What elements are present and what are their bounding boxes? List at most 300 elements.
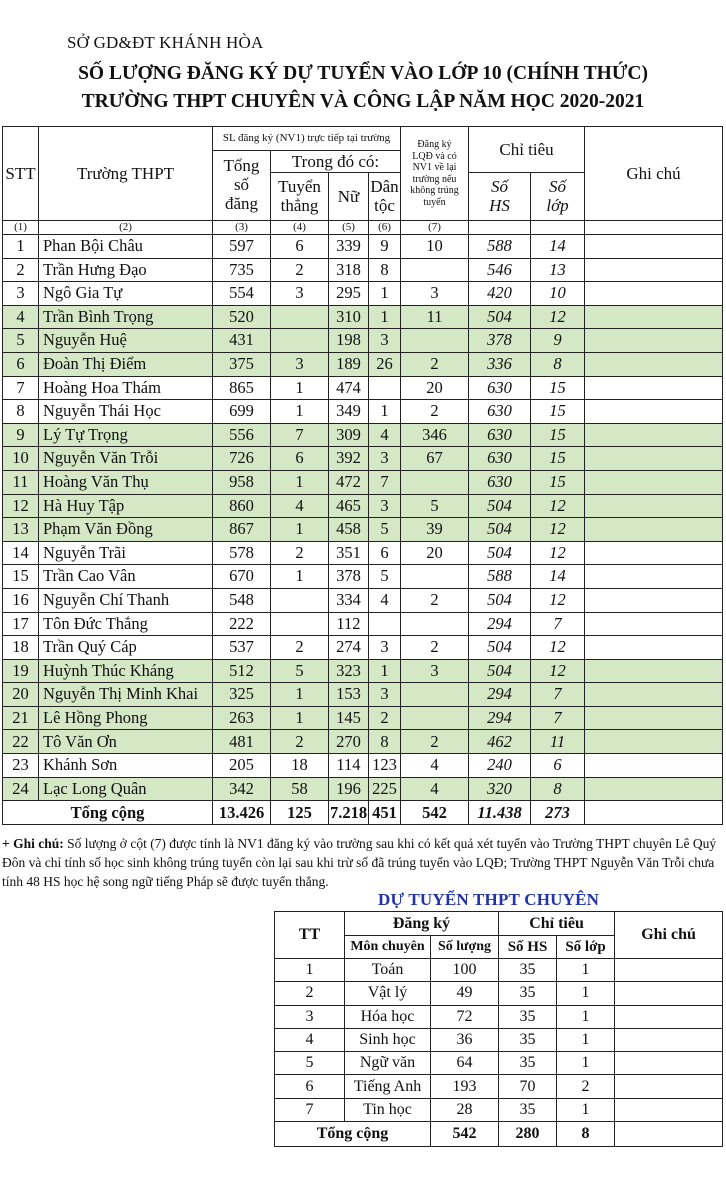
row-stt: 17	[3, 612, 39, 636]
sub-table-row	[275, 982, 723, 1005]
row-quota-hs: 420	[469, 282, 531, 306]
row-quota-classes: 12	[531, 494, 585, 518]
row-lqd	[401, 329, 469, 353]
row-direct	[271, 588, 329, 612]
row-direct: 2	[271, 541, 329, 565]
row-quota-classes: 12	[531, 636, 585, 660]
row-female: 198	[329, 329, 369, 353]
sub-row-tt: 4	[275, 1028, 345, 1051]
row-school: Trần Quý Cáp	[39, 636, 213, 660]
header-quota-hs-line: HS	[489, 195, 510, 215]
row-female: 465	[329, 494, 369, 518]
department-name: SỞ GD&ĐT KHÁNH HÒA	[67, 33, 264, 52]
row-total: 578	[213, 541, 271, 565]
row-ethnic: 8	[369, 258, 401, 282]
row-quota-classes: 11	[531, 730, 585, 754]
row-quota-hs: 294	[469, 706, 531, 730]
sub-total-row	[275, 1122, 723, 1147]
row-quota-classes: 15	[531, 470, 585, 494]
row-quota-hs: 630	[469, 447, 531, 471]
row-stt: 5	[3, 329, 39, 353]
sub-row-subject: Vật lý	[345, 982, 431, 1005]
sub-row-note	[615, 1052, 723, 1075]
sub-row-subject: Ngữ văn	[345, 1052, 431, 1075]
row-direct: 7	[271, 423, 329, 447]
row-total: 554	[213, 282, 271, 306]
row-total: 537	[213, 636, 271, 660]
row-note	[585, 376, 723, 400]
row-total: 520	[213, 305, 271, 329]
row-note	[585, 730, 723, 754]
row-stt: 20	[3, 683, 39, 707]
row-note	[585, 494, 723, 518]
sub-total-classes: 8	[557, 1122, 615, 1147]
row-quota-hs: 630	[469, 423, 531, 447]
row-note	[585, 352, 723, 376]
row-quota-hs: 588	[469, 565, 531, 589]
row-direct: 3	[271, 352, 329, 376]
row-direct: 58	[271, 777, 329, 801]
row-lqd	[401, 683, 469, 707]
header-lqd-line: trường nếu	[412, 173, 457, 185]
row-stt: 7	[3, 376, 39, 400]
row-quota-hs: 240	[469, 754, 531, 778]
row-female: 392	[329, 447, 369, 471]
specialized-table	[274, 911, 723, 1147]
sub-row-count: 49	[431, 982, 499, 1005]
table-row	[3, 423, 723, 447]
row-female: 310	[329, 305, 369, 329]
sub-row-note	[615, 982, 723, 1005]
row-quota-hs: 630	[469, 376, 531, 400]
row-quota-hs: 504	[469, 305, 531, 329]
row-quota-hs: 630	[469, 400, 531, 424]
header-quota-hs	[469, 173, 531, 221]
header-lqd	[401, 127, 469, 221]
row-note	[585, 659, 723, 683]
sub-row-hs: 35	[499, 1098, 557, 1121]
row-school: Nguyễn Huệ	[39, 329, 213, 353]
column-index: (5)	[329, 221, 369, 235]
row-quota-classes: 8	[531, 777, 585, 801]
sub-row-count: 64	[431, 1052, 499, 1075]
sub-row-tt: 3	[275, 1005, 345, 1028]
row-female: 112	[329, 612, 369, 636]
sub-row-hs: 35	[499, 1028, 557, 1051]
table-row	[3, 470, 723, 494]
row-note	[585, 541, 723, 565]
row-note	[585, 470, 723, 494]
row-direct: 1	[271, 565, 329, 589]
row-direct: 5	[271, 659, 329, 683]
row-note	[585, 305, 723, 329]
row-female: 270	[329, 730, 369, 754]
row-stt: 19	[3, 659, 39, 683]
row-ethnic	[369, 612, 401, 636]
sub-row-note	[615, 1075, 723, 1098]
row-school: Lê Hồng Phong	[39, 706, 213, 730]
footnote-text: Số lượng ở cột (7) được tính là NV1 đăng ký vào trường sau khi có kết quả xét tuyển vào Trường THPT chuyên Lê Quý Đôn và chỉ tính số học sinh không trúng tuyển còn lại sau khi trừ số đã trúng tuyển vào LQĐ; Trường THPT Nguyễn Văn Trỗi chưa tính 48 HS học hệ song ngữ tiếng Pháp sẽ được tuyển thẳng.	[2, 836, 717, 889]
row-lqd	[401, 565, 469, 589]
row-stt: 22	[3, 730, 39, 754]
row-quota-hs: 504	[469, 541, 531, 565]
row-quota-classes: 15	[531, 423, 585, 447]
row-lqd	[401, 706, 469, 730]
header-note: Ghi chú	[585, 127, 723, 221]
row-quota-classes: 12	[531, 659, 585, 683]
row-quota-classes: 9	[531, 329, 585, 353]
row-total: 512	[213, 659, 271, 683]
row-quota-classes: 15	[531, 400, 585, 424]
row-female: 145	[329, 706, 369, 730]
row-school: Tôn Đức Thắng	[39, 612, 213, 636]
table-row	[3, 494, 723, 518]
sub-row-tt: 7	[275, 1098, 345, 1121]
row-school: Khánh Sơn	[39, 754, 213, 778]
row-female: 274	[329, 636, 369, 660]
row-direct: 18	[271, 754, 329, 778]
row-total: 342	[213, 777, 271, 801]
row-female: 349	[329, 400, 369, 424]
header-lqd-line: tuyển	[423, 196, 446, 208]
row-school: Nguyễn Thái Học	[39, 400, 213, 424]
sub-table-row	[275, 1028, 723, 1051]
row-female: 458	[329, 518, 369, 542]
row-direct: 3	[271, 282, 329, 306]
row-ethnic: 2	[369, 706, 401, 730]
sub-header-classes: Số lớp	[557, 936, 615, 959]
row-ethnic: 123	[369, 754, 401, 778]
row-female: 339	[329, 235, 369, 259]
row-quota-hs: 320	[469, 777, 531, 801]
sub-total-note	[615, 1122, 723, 1147]
row-female: 295	[329, 282, 369, 306]
table-row	[3, 305, 723, 329]
total-note	[585, 801, 723, 825]
row-direct: 2	[271, 730, 329, 754]
total-ethnic: 451	[369, 801, 401, 825]
row-total: 375	[213, 352, 271, 376]
row-total: 263	[213, 706, 271, 730]
row-stt: 13	[3, 518, 39, 542]
column-index: (2)	[39, 221, 213, 235]
row-ethnic: 1	[369, 282, 401, 306]
sub-row-subject: Tin học	[345, 1098, 431, 1121]
row-lqd: 3	[401, 659, 469, 683]
row-total: 548	[213, 588, 271, 612]
row-school: Nguyễn Trãi	[39, 541, 213, 565]
column-index: (4)	[271, 221, 329, 235]
row-quota-classes: 12	[531, 588, 585, 612]
row-quota-hs: 504	[469, 588, 531, 612]
row-total: 699	[213, 400, 271, 424]
row-note	[585, 282, 723, 306]
row-note	[585, 706, 723, 730]
row-school: Phan Bội Châu	[39, 235, 213, 259]
row-lqd: 2	[401, 400, 469, 424]
sub-row-subject: Toán	[345, 959, 431, 982]
sub-total-count: 542	[431, 1122, 499, 1147]
row-female: 153	[329, 683, 369, 707]
row-female: 309	[329, 423, 369, 447]
sub-row-count: 72	[431, 1005, 499, 1028]
header-lqd-line: không trúng	[410, 185, 459, 196]
row-school: Tô Văn Ơn	[39, 730, 213, 754]
sub-row-hs: 35	[499, 959, 557, 982]
row-lqd: 2	[401, 352, 469, 376]
row-school: Ngô Gia Tự	[39, 282, 213, 306]
row-ethnic: 8	[369, 730, 401, 754]
row-female: 318	[329, 258, 369, 282]
column-index: (3)	[213, 221, 271, 235]
row-note	[585, 565, 723, 589]
row-school: Hoàng Hoa Thám	[39, 376, 213, 400]
row-stt: 15	[3, 565, 39, 589]
row-stt: 10	[3, 447, 39, 471]
table-row	[3, 541, 723, 565]
total-quota-classes: 273	[531, 801, 585, 825]
column-index: (7)	[401, 221, 469, 235]
row-direct: 1	[271, 400, 329, 424]
row-direct	[271, 612, 329, 636]
row-female: 472	[329, 470, 369, 494]
row-ethnic: 4	[369, 588, 401, 612]
row-ethnic: 9	[369, 235, 401, 259]
total-row	[3, 801, 723, 825]
row-ethnic: 26	[369, 352, 401, 376]
row-female: 196	[329, 777, 369, 801]
total-quota-hs: 11.438	[469, 801, 531, 825]
table-row	[3, 612, 723, 636]
row-total: 222	[213, 612, 271, 636]
row-direct: 1	[271, 518, 329, 542]
row-ethnic: 7	[369, 470, 401, 494]
row-school: Trần Hưng Đạo	[39, 258, 213, 282]
table-row	[3, 518, 723, 542]
header-ethnic-line: Dân	[370, 176, 399, 196]
row-direct: 4	[271, 494, 329, 518]
row-female: 114	[329, 754, 369, 778]
row-stt: 14	[3, 541, 39, 565]
row-female: 189	[329, 352, 369, 376]
header-quota-classes	[531, 173, 585, 221]
header-quota-classes-line: Số	[549, 176, 567, 196]
header-stt: STT	[3, 127, 39, 221]
row-lqd: 10	[401, 235, 469, 259]
row-school: Huỳnh Thúc Kháng	[39, 659, 213, 683]
header-direct	[271, 173, 329, 221]
row-stt: 1	[3, 235, 39, 259]
row-quota-classes: 14	[531, 235, 585, 259]
total-direct: 125	[271, 801, 329, 825]
page-subtitle: TRƯỜNG THPT CHUYÊN VÀ CÔNG LẬP NĂM HỌC 2020-2021	[81, 91, 645, 112]
sub-row-hs: 35	[499, 1052, 557, 1075]
row-total: 325	[213, 683, 271, 707]
row-direct: 6	[271, 235, 329, 259]
row-stt: 16	[3, 588, 39, 612]
row-quota-hs: 504	[469, 494, 531, 518]
row-quota-classes: 10	[531, 282, 585, 306]
row-ethnic: 225	[369, 777, 401, 801]
sub-row-classes: 1	[557, 1028, 615, 1051]
row-lqd: 20	[401, 376, 469, 400]
row-direct: 6	[271, 447, 329, 471]
sub-table-row	[275, 1098, 723, 1121]
table-row	[3, 282, 723, 306]
sub-row-classes: 1	[557, 1052, 615, 1075]
header-school: Trường THPT	[39, 127, 213, 221]
row-school: Đoàn Thị Điểm	[39, 352, 213, 376]
row-stt: 21	[3, 706, 39, 730]
row-lqd: 2	[401, 588, 469, 612]
sub-table-row	[275, 959, 723, 982]
sub-row-hs: 35	[499, 1005, 557, 1028]
row-school: Trần Bình Trọng	[39, 305, 213, 329]
row-quota-hs: 546	[469, 258, 531, 282]
row-stt: 18	[3, 636, 39, 660]
header-direct-line: thẳng	[280, 195, 319, 215]
table-row	[3, 706, 723, 730]
row-total: 726	[213, 447, 271, 471]
row-note	[585, 235, 723, 259]
row-school: Lý Tự Trọng	[39, 423, 213, 447]
row-ethnic: 3	[369, 447, 401, 471]
sub-row-count: 28	[431, 1098, 499, 1121]
header-total-line: số	[233, 175, 250, 195]
row-lqd: 4	[401, 754, 469, 778]
row-note	[585, 258, 723, 282]
header-registration-group: SL đăng ký (NV1) trực tiếp tại trường	[213, 127, 401, 151]
sub-table-row	[275, 1052, 723, 1075]
row-ethnic: 4	[369, 423, 401, 447]
row-stt: 3	[3, 282, 39, 306]
row-quota-classes: 15	[531, 447, 585, 471]
row-stt: 11	[3, 470, 39, 494]
row-school: Hà Huy Tập	[39, 494, 213, 518]
row-quota-classes: 7	[531, 683, 585, 707]
row-total: 958	[213, 470, 271, 494]
row-lqd	[401, 612, 469, 636]
row-school: Nguyễn Thị Minh Khai	[39, 683, 213, 707]
row-lqd: 11	[401, 305, 469, 329]
row-school: Nguyễn Chí Thanh	[39, 588, 213, 612]
header-female: Nữ	[329, 173, 369, 221]
row-note	[585, 447, 723, 471]
sub-row-hs: 70	[499, 1075, 557, 1098]
sub-header-hs: Số HS	[499, 936, 557, 959]
row-lqd	[401, 470, 469, 494]
footnote-label: + Ghi chú:	[2, 836, 64, 851]
row-quota-classes: 13	[531, 258, 585, 282]
row-direct: 2	[271, 636, 329, 660]
row-ethnic: 5	[369, 565, 401, 589]
header-lqd-line: Đăng ký	[417, 139, 452, 150]
row-lqd: 346	[401, 423, 469, 447]
table-row	[3, 352, 723, 376]
sub-total-hs: 280	[499, 1122, 557, 1147]
row-note	[585, 329, 723, 353]
registration-table	[2, 126, 723, 825]
sub-header-quota: Chỉ tiêu	[499, 912, 615, 936]
row-quota-hs: 504	[469, 518, 531, 542]
sub-row-count: 36	[431, 1028, 499, 1051]
column-index-row	[3, 221, 723, 235]
row-lqd: 5	[401, 494, 469, 518]
row-direct	[271, 329, 329, 353]
row-school: Phạm Văn Đồng	[39, 518, 213, 542]
row-lqd: 3	[401, 282, 469, 306]
row-quota-hs: 294	[469, 612, 531, 636]
row-quota-classes: 12	[531, 518, 585, 542]
sub-row-classes: 1	[557, 982, 615, 1005]
row-note	[585, 400, 723, 424]
row-school: Lạc Long Quân	[39, 777, 213, 801]
sub-row-tt: 5	[275, 1052, 345, 1075]
row-quota-hs: 294	[469, 683, 531, 707]
sub-row-subject: Sinh học	[345, 1028, 431, 1051]
total-registered: 13.426	[213, 801, 271, 825]
sub-row-classes: 1	[557, 1098, 615, 1121]
row-ethnic: 3	[369, 329, 401, 353]
header-total-line: Tổng	[223, 156, 260, 176]
row-school: Nguyễn Văn Trỗi	[39, 447, 213, 471]
sub-row-tt: 2	[275, 982, 345, 1005]
row-total: 735	[213, 258, 271, 282]
row-quota-classes: 12	[531, 541, 585, 565]
row-ethnic: 1	[369, 305, 401, 329]
table-row	[3, 235, 723, 259]
sub-row-classes: 2	[557, 1075, 615, 1098]
sub-table-row	[275, 1075, 723, 1098]
row-quota-hs: 504	[469, 659, 531, 683]
row-quota-classes: 14	[531, 565, 585, 589]
row-quota-hs: 630	[469, 470, 531, 494]
table-row	[3, 376, 723, 400]
column-index: (6)	[369, 221, 401, 235]
row-direct: 1	[271, 683, 329, 707]
total-lqd: 542	[401, 801, 469, 825]
row-quota-hs: 378	[469, 329, 531, 353]
table-row	[3, 565, 723, 589]
sub-row-tt: 1	[275, 959, 345, 982]
row-quota-classes: 7	[531, 612, 585, 636]
header-ethnic-line: tộc	[374, 195, 395, 215]
row-lqd: 2	[401, 730, 469, 754]
row-ethnic	[369, 376, 401, 400]
row-ethnic: 5	[369, 518, 401, 542]
row-stt: 8	[3, 400, 39, 424]
row-note	[585, 754, 723, 778]
table-row	[3, 588, 723, 612]
sub-row-classes: 1	[557, 1005, 615, 1028]
row-female: 351	[329, 541, 369, 565]
row-school: Hoàng Văn Thụ	[39, 470, 213, 494]
sub-header-note: Ghi chú	[615, 912, 723, 959]
header-within: Trong đó có:	[271, 151, 401, 173]
column-index	[531, 221, 585, 235]
row-quota-classes: 12	[531, 305, 585, 329]
header-lqd-line: LQĐ và có	[412, 150, 457, 162]
row-total: 205	[213, 754, 271, 778]
sub-row-classes: 1	[557, 959, 615, 982]
sub-row-count: 100	[431, 959, 499, 982]
row-total: 597	[213, 235, 271, 259]
row-ethnic: 3	[369, 636, 401, 660]
row-school: Trần Cao Vân	[39, 565, 213, 589]
row-total: 670	[213, 565, 271, 589]
row-total: 431	[213, 329, 271, 353]
row-stt: 4	[3, 305, 39, 329]
